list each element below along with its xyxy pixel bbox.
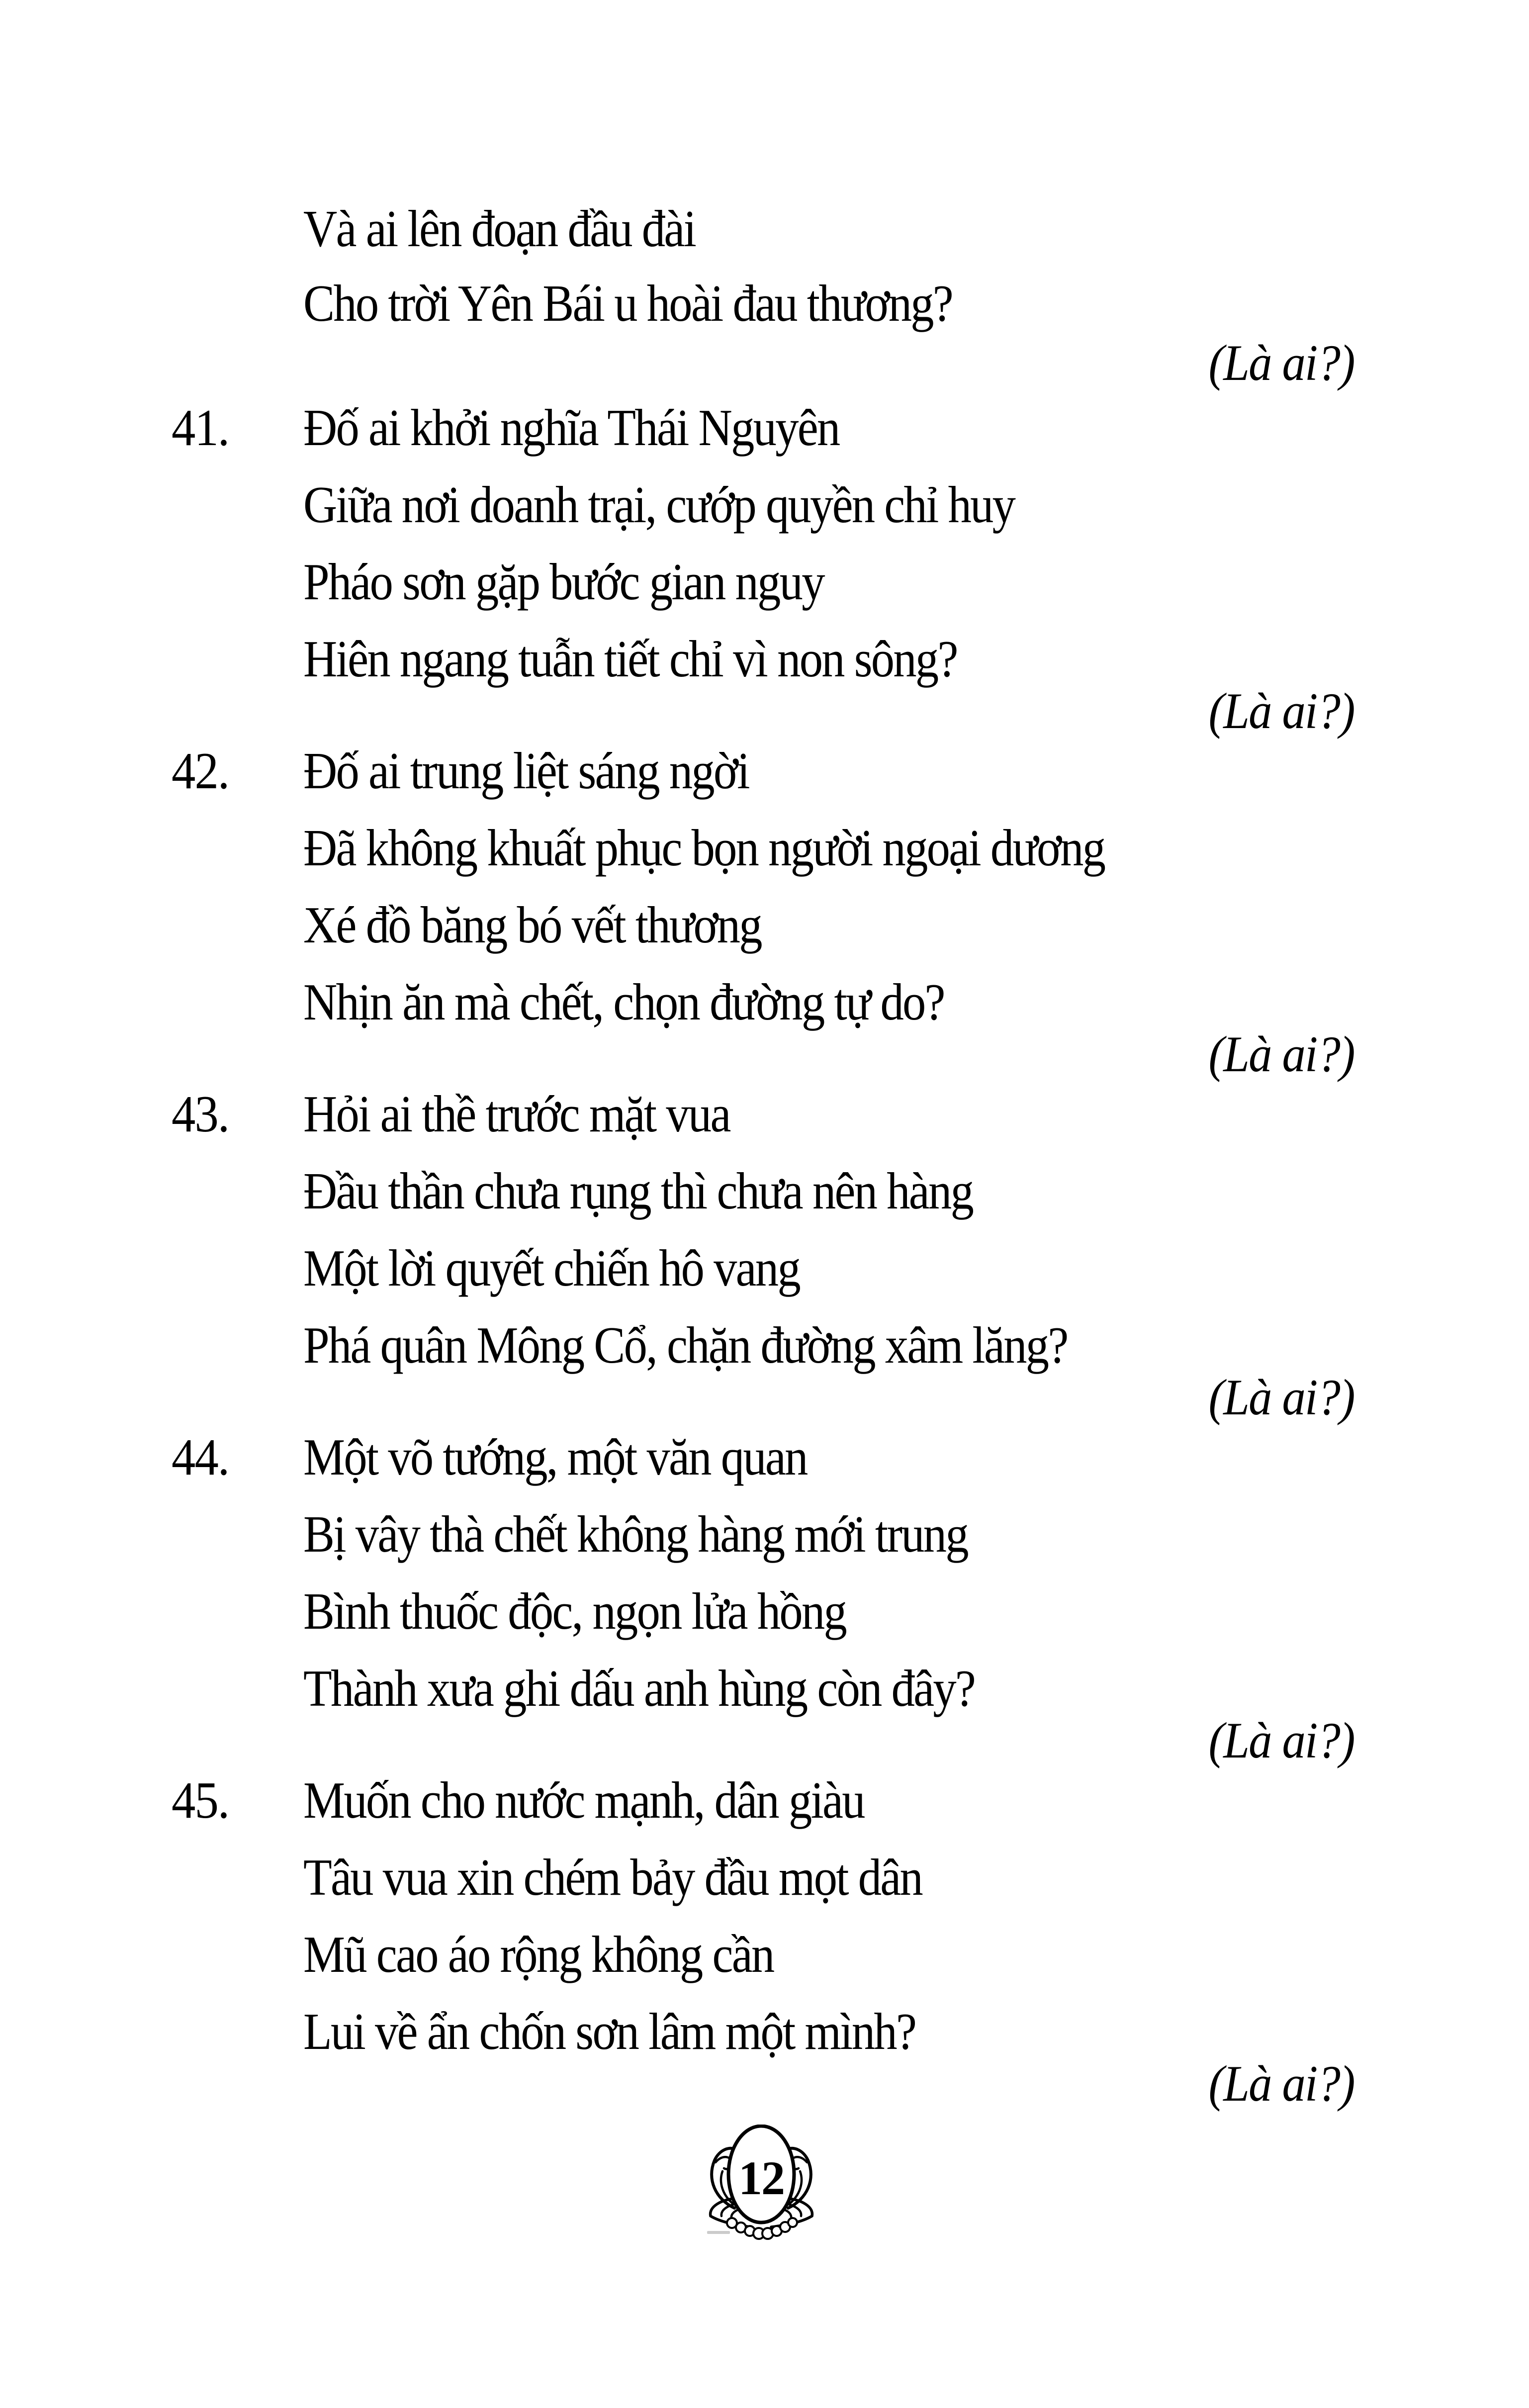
verse-line: Một lời quyết chiến hô vang xyxy=(303,1239,800,1297)
verse-line: Tâu vua xin chém bảy đầu mọt dân xyxy=(303,1848,922,1906)
riddle-number: 41. xyxy=(172,398,229,457)
verse-line: Và ai lên đoạn đầu đài xyxy=(303,199,696,258)
page-number-ornament xyxy=(704,2125,819,2241)
answer-prompt: (Là ai?) xyxy=(1208,335,1354,391)
answer-prompt: (Là ai?) xyxy=(1208,1712,1354,1769)
verse-line: Pháo sơn gặp bước gian nguy xyxy=(303,553,824,611)
verse-line: Phá quân Mông Cổ, chặn đường xâm lăng? xyxy=(303,1316,1068,1374)
riddle-number: 44. xyxy=(172,1428,229,1486)
verse-line: Mũ cao áo rộng không cần xyxy=(303,1925,774,1983)
verse-line: Đố ai trung liệt sáng ngời xyxy=(303,741,749,800)
verse-line: Xé đồ băng bó vết thương xyxy=(303,896,761,954)
riddle-number: 45. xyxy=(172,1771,229,1829)
verse-line: Nhịn ăn mà chết, chọn đường tự do? xyxy=(303,973,944,1031)
verse-line: Giữa nơi doanh trại, cướp quyền chỉ huy xyxy=(303,475,1015,534)
answer-prompt: (Là ai?) xyxy=(1208,2055,1354,2112)
answer-prompt: (Là ai?) xyxy=(1208,683,1354,740)
verse-line: Cho trời Yên Bái u hoài đau thương? xyxy=(303,274,953,332)
verse-line: Hiên ngang tuẫn tiết chỉ vì non sông? xyxy=(303,630,957,688)
riddle-number: 42. xyxy=(172,741,229,800)
verse-line: Hỏi ai thề trước mặt vua xyxy=(303,1085,730,1143)
verse-line: Đố ai khởi nghĩa Thái Nguyên xyxy=(303,398,839,457)
ornament-watermark xyxy=(707,2231,730,2234)
verse-line: Thành xưa ghi dấu anh hùng còn đây? xyxy=(303,1659,975,1717)
verse-line: Đã không khuất phục bọn người ngoại dương xyxy=(303,819,1105,877)
verse-line: Muốn cho nước mạnh, dân giàu xyxy=(303,1771,864,1829)
verse-line: Bị vây thà chết không hàng mới trung xyxy=(303,1505,968,1563)
page-number: 12 xyxy=(738,2151,784,2205)
verse-line: Lui về ẩn chốn sơn lâm một mình? xyxy=(303,2002,916,2060)
answer-prompt: (Là ai?) xyxy=(1208,1369,1354,1426)
verse-line: Bình thuốc độc, ngọn lửa hồng xyxy=(303,1582,846,1640)
answer-prompt: (Là ai?) xyxy=(1208,1026,1354,1083)
verse-line: Một võ tướng, một văn quan xyxy=(303,1428,807,1486)
riddle-number: 43. xyxy=(172,1085,229,1143)
verse-line: Đầu thần chưa rụng thì chưa nên hàng xyxy=(303,1162,973,1220)
